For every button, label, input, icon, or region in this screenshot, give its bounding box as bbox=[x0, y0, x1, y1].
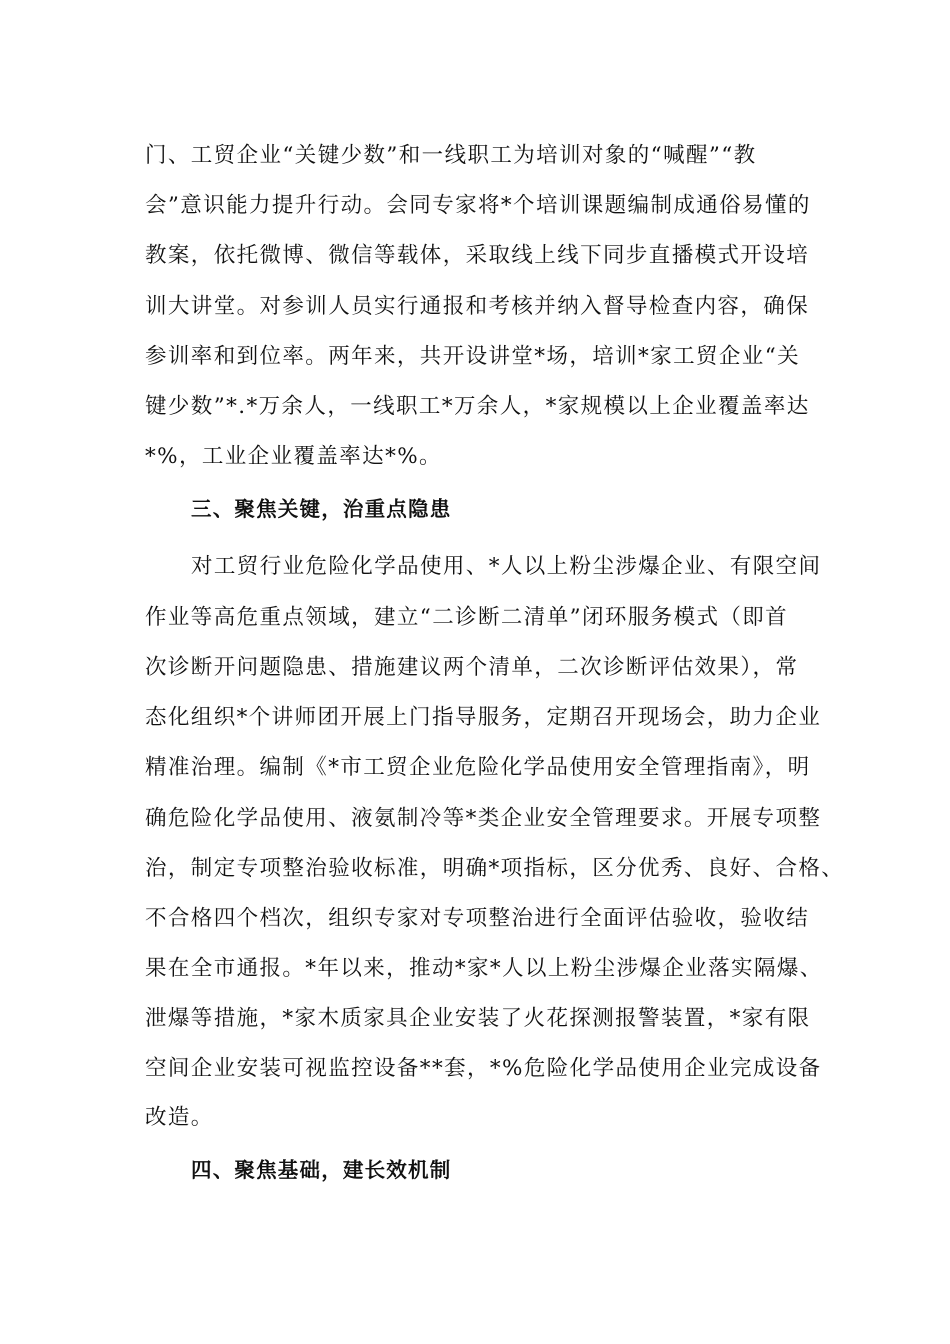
paragraph-line: 不合格四个档次，组织专家对专项整治进行全面评估验收，验收结 bbox=[145, 906, 810, 931]
paragraph-line: 治，制定专项整治验收标准，明确*项指标，区分优秀、良好、合格、 bbox=[145, 856, 845, 881]
paragraph-line: *%，工业企业覆盖率达*%。 bbox=[145, 444, 442, 469]
paragraph-line: 作业等高危重点领域，建立“二诊断二清单”闭环服务模式（即首 bbox=[145, 605, 789, 630]
paragraph-line: 空间企业安装可视监控设备**套，*%危险化学品使用企业完成设备 bbox=[145, 1056, 822, 1081]
paragraph-line: 态化组织*个讲师团开展上门指导服务，定期召开现场会，助力企业 bbox=[145, 705, 822, 730]
paragraph-line: 次诊断开问题隐患、措施建议两个清单，二次诊断评估效果），常 bbox=[145, 655, 799, 680]
paragraph-line: 教案，依托微博、微信等载体，采取线上线下同步直播模式开设培 bbox=[145, 243, 810, 268]
section-heading-3: 三、聚焦关键，治重点隐患 bbox=[191, 497, 452, 521]
paragraph-line: 确危险化学品使用、液氨制冷等*类企业安全管理要求。开展专项整 bbox=[145, 806, 822, 831]
paragraph-line: 对工贸行业危险化学品使用、*人以上粉尘涉爆企业、有限空间 bbox=[191, 554, 822, 579]
paragraph-line: 键少数”*.*万余人，一线职工*万余人，*家规模以上企业覆盖率达 bbox=[145, 394, 810, 419]
paragraph-line: 精准治理。编制《*市工贸企业危险化学品使用安全管理指南》，明 bbox=[145, 755, 811, 780]
paragraph-line: 门、工贸企业“关键少数”和一线职工为培训对象的“喊醒”“教 bbox=[145, 143, 757, 168]
paragraph-line: 会”意识能力提升行动。会同专家将*个培训课题编制成通俗易懂的 bbox=[145, 193, 811, 218]
paragraph-line: 训大讲堂。对参训人员实行通报和考核并纳入督导检查内容，确保 bbox=[145, 294, 810, 319]
paragraph-line: 参训率和到位率。两年来，共开设讲堂*场，培训*家工贸企业“关 bbox=[145, 344, 800, 369]
section-heading-4: 四、聚焦基础，建长效机制 bbox=[191, 1158, 452, 1182]
paragraph-line: 果在全市通报。*年以来，推动*家*人以上粉尘涉爆企业落实隔爆、 bbox=[145, 956, 823, 981]
paragraph-line: 泄爆等措施，*家木质家具企业安装了火花探测报警装置，*家有限 bbox=[145, 1006, 811, 1031]
paragraph-line: 改造。 bbox=[145, 1105, 214, 1130]
